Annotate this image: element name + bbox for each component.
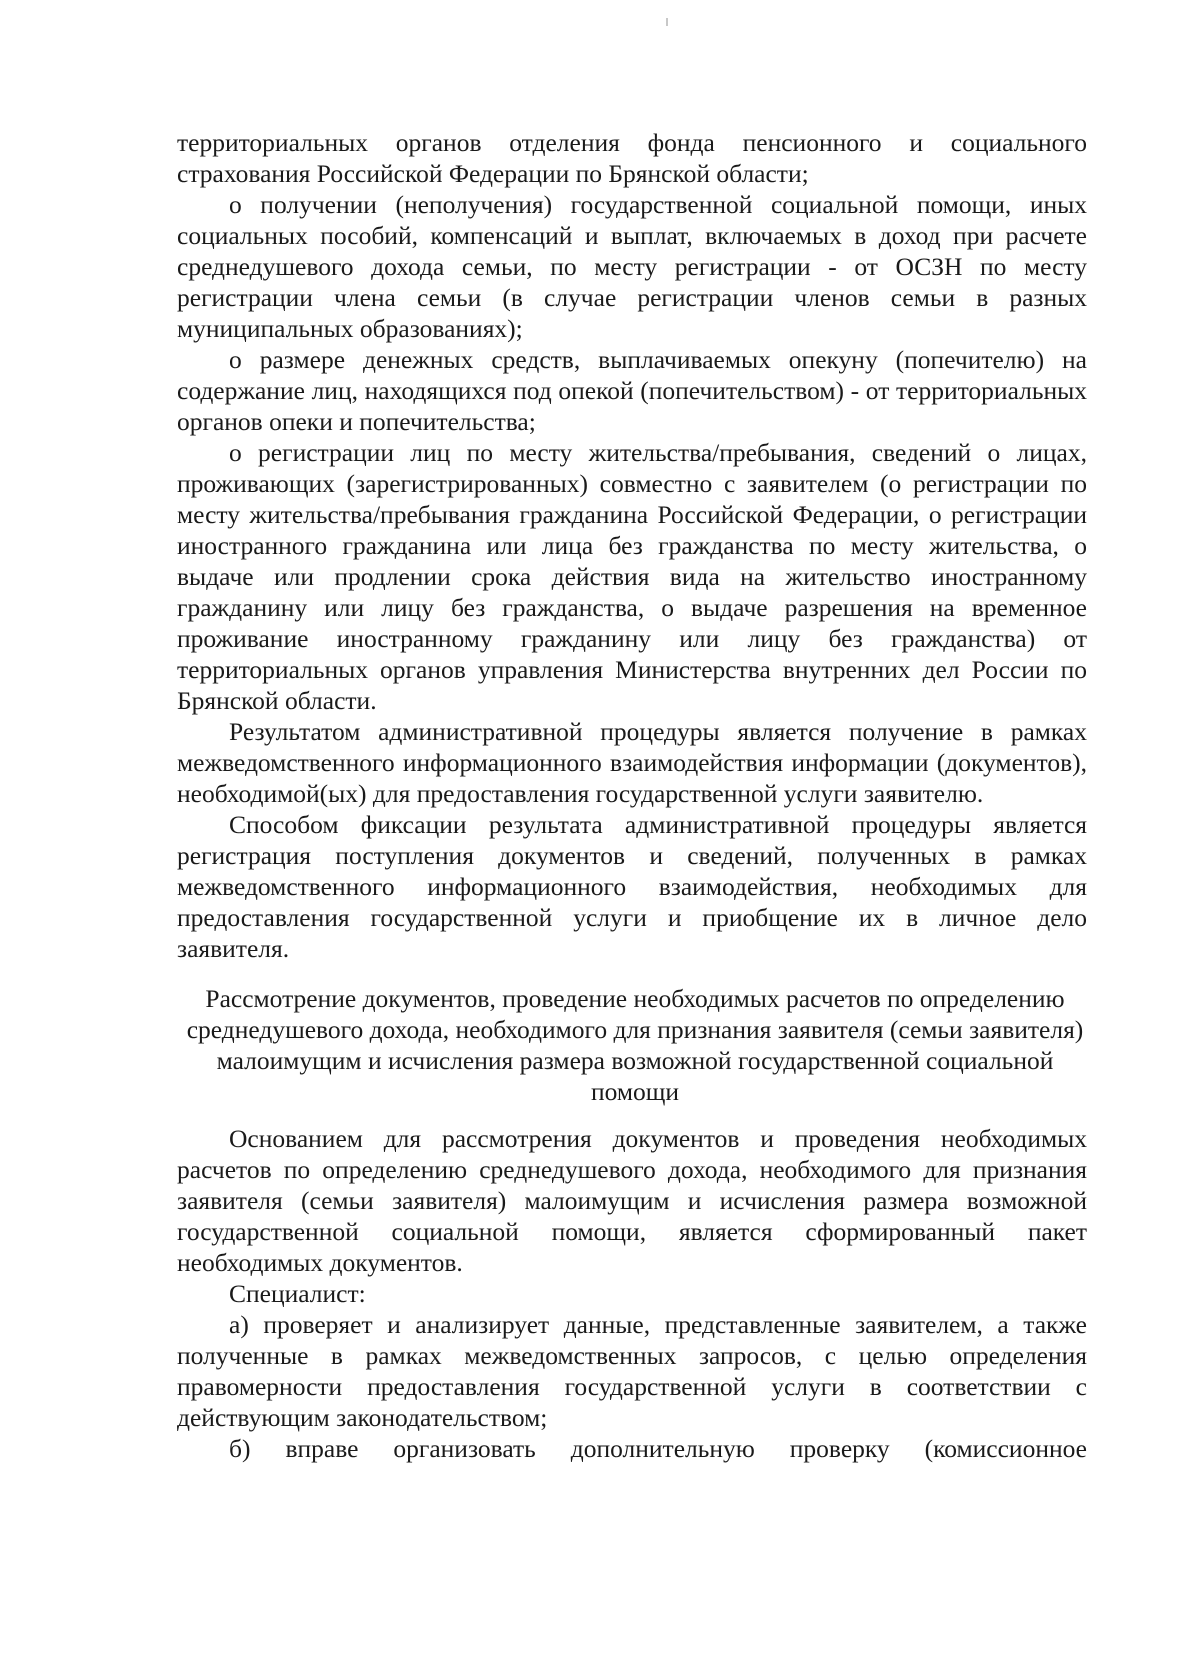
paragraph-guardian-funds: о размере денежных средств, выплачиваемых опекуну (попечителю) на содержание лиц, находящихся под опекой (попечительством) - от территориальных органов опеки и попечительства; <box>177 345 1087 436</box>
paragraph-basis: Основанием для рассмотрения документов и проведения необходимых расчетов по определению среднедушевого дохода, необходимого для признания заявителя (семьи заявителя) малоимущим и исчисления размера возможной государственной социальной помощи, является сформированный пакет необходимых документов. <box>177 1124 1087 1277</box>
paragraph-social-assistance: о получении (неполучения) государственной социальной помощи, иных социальных пособий, компенсаций и выплат, включаемых в доход при расчете среднедушевого дохода семьи, по месту регистрации - от ОСЗН по месту регистрации члена семьи (в случае регистрации членов семьи в разных муниципальных образованиях); <box>177 190 1087 343</box>
paragraph-fixation-method: Способом фиксации результата административной процедуры является регистрация поступления документов и сведений, полученных в рамках межведомственного информационного взаимодействия, необходимых для предоставления государственной услуги и приобщение их в личное дело заявителя. <box>177 810 1087 963</box>
paragraph-registration: о регистрации лиц по месту жительства/пребывания, сведений о лицах, проживающих (зарегистрированных) совместно с заявителем (о регистрации по месту жительства/пребывания гражданина Российской Федерации, о регистрации иностранного гражданина или лица без гражданства по месту жительства, о выдаче или продлении срока действия вида на жительство иностранному гражданину или лицу без гражданства, о выдаче разрешения на временное проживание иностранному гражданину или лицу без гражданства) от территориальных органов управления Министерства внутренних дел России по Брянской области. <box>177 438 1087 715</box>
paragraph-item-b: б) вправе организовать дополнительную проверку (комиссионное <box>229 1434 1087 1463</box>
scan-mark <box>666 18 668 26</box>
paragraph-item-a: а) проверяет и анализирует данные, представленные заявителем, а также полученные в рамках межведомственных запросов, с целью определения правомерности предоставления государственной услуги в соответствии с действующим законодательством; <box>177 1310 1087 1432</box>
paragraph-procedure-result: Результатом административной процедуры является получение в рамках межведомственного информационного взаимодействия информации (документов), необходимой(ых) для предоставления государственной услуги заявителю. <box>177 717 1087 808</box>
text-block-lower <box>177 1123 1087 1464</box>
paragraph-continuation: территориальных органов отделения фонда пенсионного и социального страхования Российской Федерации по Брянской области; <box>177 128 1087 188</box>
paragraph-specialist: Специалист: <box>229 1279 366 1308</box>
section-heading: Рассмотрение документов, проведение необходимых расчетов по определению среднедушевого дохода, необходимого для признания заявителя (семьи заявителя) малоимущим и исчисления размера возможной государственной социальной помощи <box>186 984 1084 1106</box>
text-block-upper <box>177 127 1087 964</box>
